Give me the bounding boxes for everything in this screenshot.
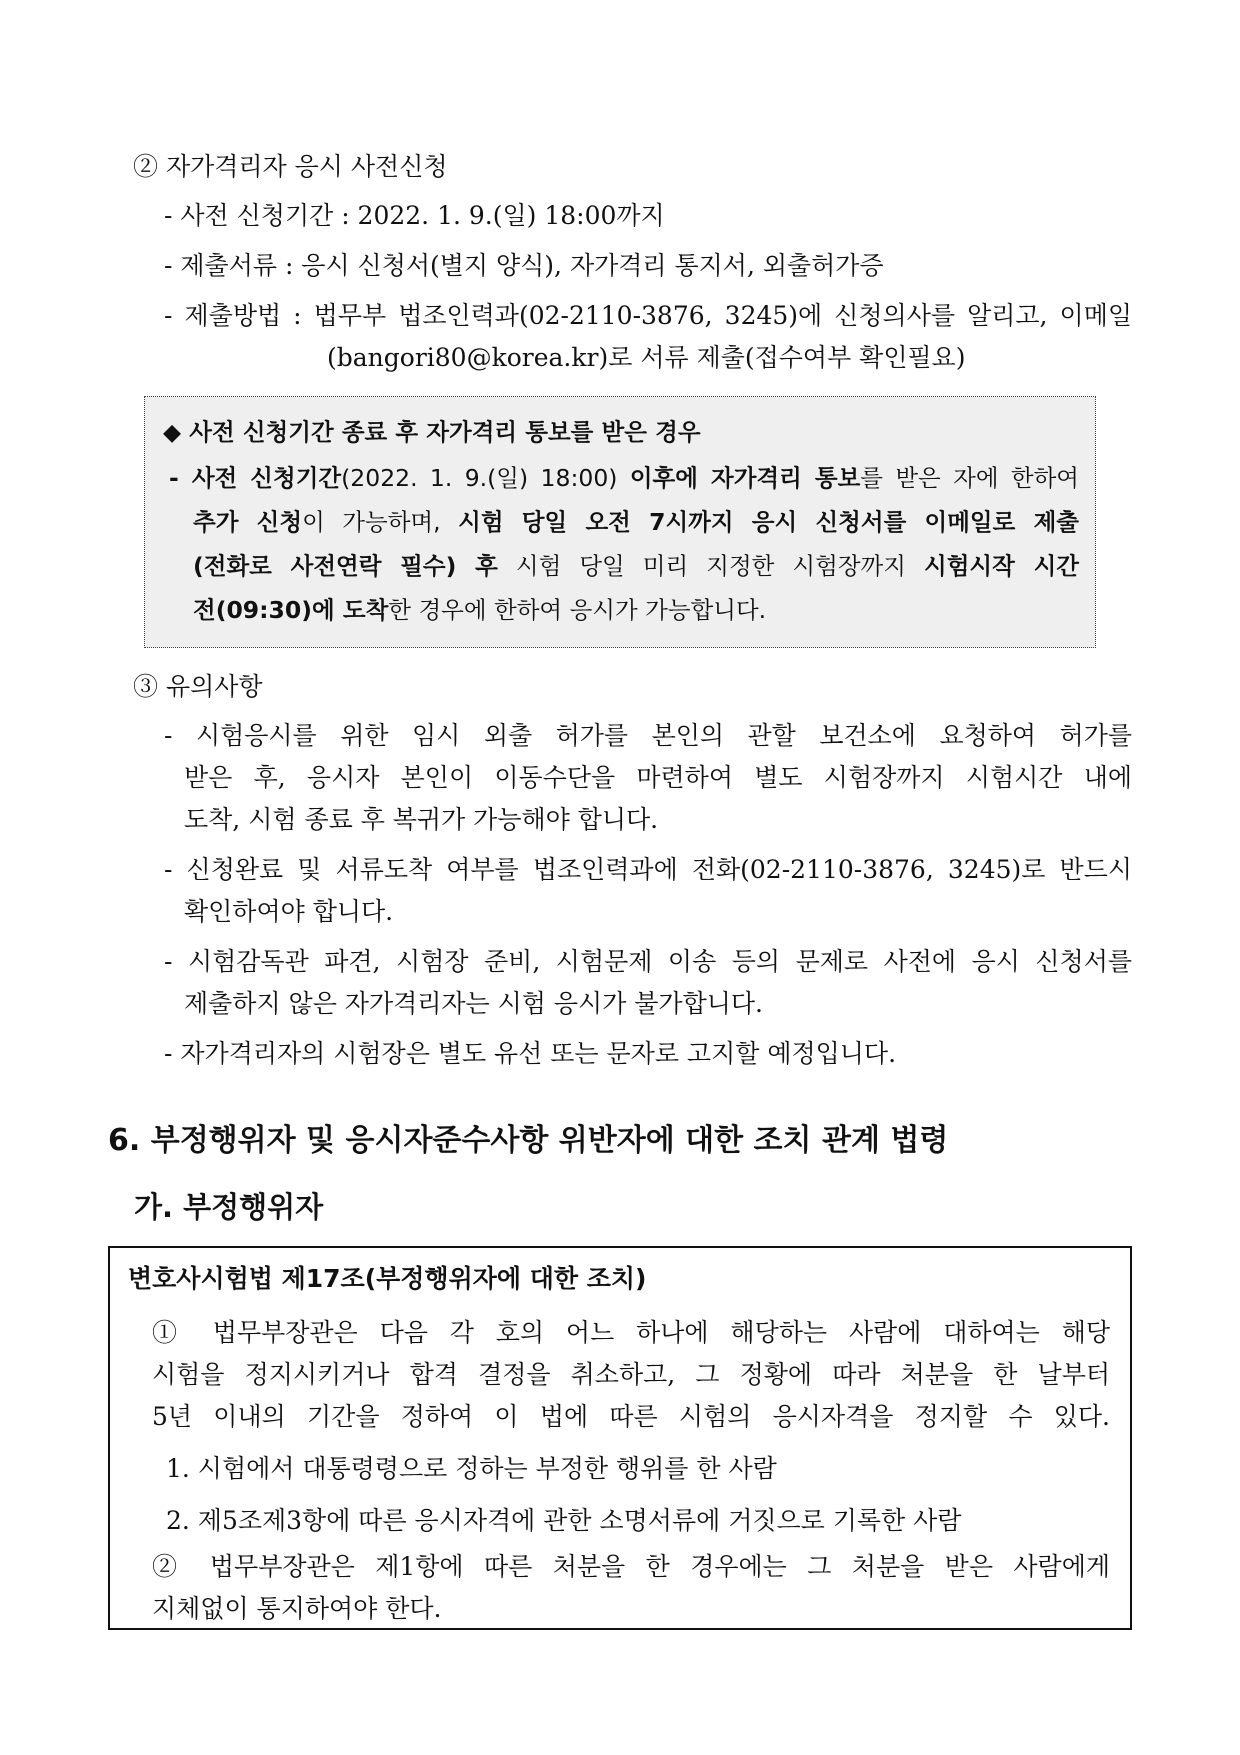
section-heading-6: 6. 부정행위자 및 응시자준수사항 위반자에 대한 조치 관계 법령: [108, 1123, 949, 1158]
notice-text: 한 경우에 한하여 응시가 가능합니다.: [388, 596, 767, 624]
law-paragraph-1-cont: 5년 이내의 기간을 정하여 이 법에 따른 시험의 응시자격을 정지할 수 있다.: [152, 1402, 1110, 1431]
notice-text: 이 가능하며,: [302, 508, 459, 536]
notes-item-2: - 신청완료 및 서류도착 여부를 법조인력과에 전화(02-2110-3876, 3245)로 반드시: [164, 855, 1132, 884]
law-item-2: 2. 제5조제3항에 따른 응시자격에 관한 소명서류에 거짓으로 기록한 사람: [166, 1506, 962, 1535]
notes-item-3: - 시험감독관 파견, 시험장 준비, 시험문제 이송 등의 문제로 사전에 응시 신청서를: [164, 947, 1132, 976]
law-paragraph-2-cont: 지체없이 통지하여야 한다.: [152, 1594, 442, 1623]
notice-heading: ◆ 사전 신청기간 종료 후 자가격리 통보를 받은 경우: [163, 418, 701, 446]
application-period-item: - 사전 신청기간 : 2022. 1. 9.(일) 18:00까지: [164, 201, 665, 230]
notice-line-3: [193, 549, 1079, 583]
subsection-heading-a: 가. 부정행위자: [134, 1190, 324, 1224]
section-title-pre-application: ② 자가격리자 응시 사전신청: [133, 152, 448, 181]
notice-text: (전화로 사전연락 필수) 후: [193, 552, 498, 580]
notes-item-1-cont: 도착, 시험 종료 후 복귀가 가능해야 합니다.: [184, 805, 659, 834]
law-article-box: [108, 1246, 1132, 1630]
notice-text: 시험 당일 미리 지정한 시험장까지: [497, 552, 924, 580]
notice-line-2: [193, 505, 1079, 539]
notice-text: 이후에 자가격리 통보: [629, 464, 861, 492]
law-paragraph-2: ② 법무부장관은 제1항에 따른 처분을 한 경우에는 그 처분을 받은 사람에게: [152, 1552, 1110, 1581]
notice-text: 전(09:30)에 도착: [193, 596, 389, 624]
documents-item: - 제출서류 : 응시 신청서(별지 양식), 자가격리 통지서, 외출허가증: [164, 251, 884, 280]
notice-text: (2022. 1. 9.(일) 18:00): [341, 464, 630, 492]
notes-item-1-cont: 받은 후, 응시자 본인이 이동수단을 마련하여 별도 시험장까지 시험시간 내에: [184, 763, 1132, 792]
law-item-1: 1. 시험에서 대통령령으로 정하는 부정한 행위를 한 사람: [166, 1454, 777, 1483]
notice-text: 시험 당일 오전 7시까지 응시 신청서를 이메일로 제출: [458, 508, 1079, 536]
submission-method-item-cont: (bangori80@korea.kr)로 서류 제출(접수여부 확인필요): [327, 343, 966, 372]
notice-text: 추가 신청: [193, 508, 303, 536]
law-paragraph-1-cont: 시험을 정지시키거나 합격 결정을 취소하고, 그 정황에 따라 처분을 한 날부터: [152, 1360, 1110, 1389]
notes-item-1: - 시험응시를 위한 임시 외출 허가를 본인의 관할 보건소에 요청하여 허가를: [164, 721, 1132, 750]
notes-item-2-cont: 확인하여야 합니다.: [184, 897, 394, 926]
notes-item-4: - 자가격리자의 시험장은 별도 유선 또는 문자로 고지할 예정입니다.: [164, 1039, 897, 1068]
notes-item-3-cont: 제출하지 않은 자가격리자는 시험 응시가 불가합니다.: [184, 989, 763, 1018]
notice-text: 를 받은 자에 한하여: [860, 464, 1079, 492]
notice-text: 시험시작 시간: [924, 552, 1079, 580]
notice-box: [144, 396, 1096, 648]
law-article-title: 변호사시험법 제17조(부정행위자에 대한 조치): [128, 1264, 647, 1293]
section-title-notes: ③ 유의사항: [133, 672, 263, 701]
notice-line-4: [193, 593, 766, 627]
notice-text: - 사전 신청기간: [169, 464, 342, 492]
notice-line-1: [169, 461, 1079, 495]
law-paragraph-1: ① 법무부장관은 다음 각 호의 어느 하나에 해당하는 사람에 대하여는 해당: [152, 1318, 1110, 1347]
submission-method-item: - 제출방법 : 법무부 법조인력과(02-2110-3876, 3245)에 신청의사를 알리고, 이메일: [164, 301, 1132, 330]
